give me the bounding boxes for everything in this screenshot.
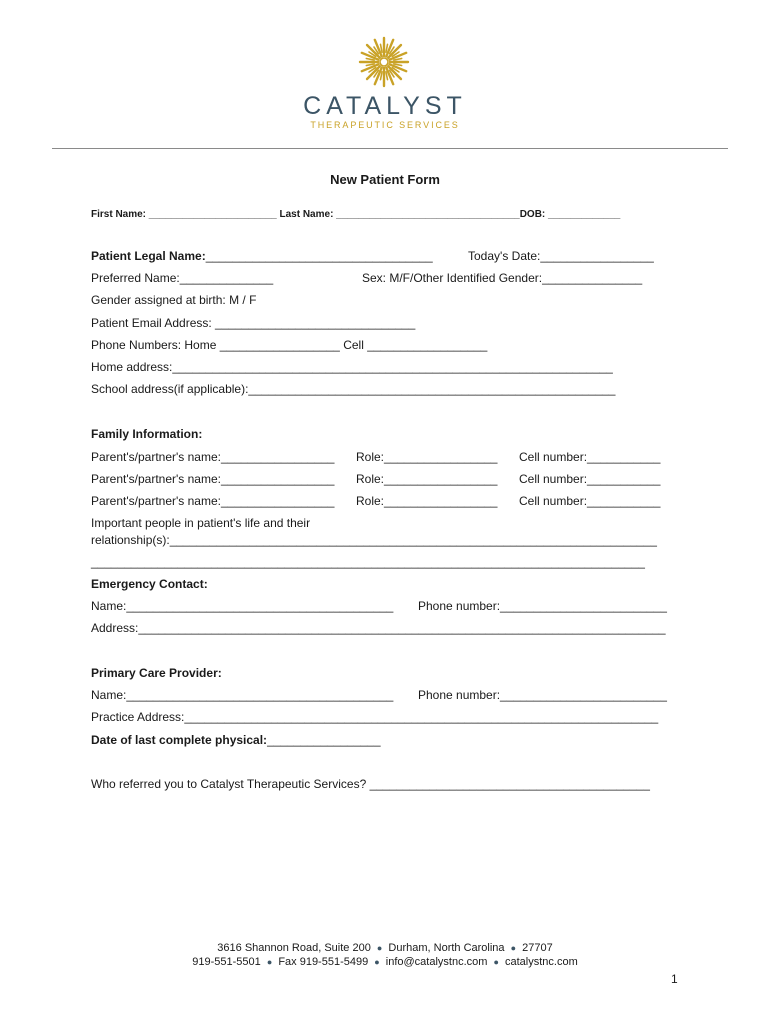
name-dob-row[interactable]: First Name: _______________________ Last Name: _________________________________DOB: _____________ bbox=[91, 209, 621, 220]
footer-zip: 27707 bbox=[522, 942, 553, 954]
email-field[interactable]: Patient Email Address: ______________________________ bbox=[91, 316, 416, 330]
home-address-field[interactable]: Home address:__________________________________________________________________ bbox=[91, 360, 613, 374]
school-address-field[interactable]: School address(if applicable):_______________________________________________________ bbox=[91, 382, 616, 396]
emergency-address-field[interactable]: Address:_______________________________________________________________________________ bbox=[91, 621, 666, 635]
form-title: New Patient Form bbox=[330, 172, 440, 187]
bullet-icon: ● bbox=[374, 957, 380, 967]
emergency-phone-field[interactable]: Phone number:_________________________ bbox=[418, 599, 667, 613]
legal-name-label: Patient Legal Name: bbox=[91, 249, 206, 263]
parent-role-field[interactable]: Role:_________________ bbox=[356, 450, 498, 464]
phone-numbers-field[interactable]: Phone Numbers: Home __________________ Cell __________________ bbox=[91, 338, 488, 352]
important-people-label: Important people in patient's life and their bbox=[91, 516, 311, 530]
sunburst-icon bbox=[358, 36, 410, 88]
last-physical-field[interactable] bbox=[91, 733, 381, 747]
primary-care-heading: Primary Care Provider: bbox=[91, 666, 222, 680]
bullet-icon: ● bbox=[376, 943, 383, 953]
brand-name: CATALYST bbox=[303, 92, 467, 120]
gender-at-birth-field[interactable]: Gender assigned at birth: M / F bbox=[91, 293, 257, 307]
last-physical-blank[interactable]: _________________ bbox=[267, 733, 381, 747]
relationships-extra-line[interactable]: ___________________________________________________________________________________ bbox=[91, 555, 645, 569]
footer-fax: Fax 919-551-5499 bbox=[278, 956, 369, 968]
footer-contact-line bbox=[0, 956, 770, 968]
page-number: 1 bbox=[671, 972, 678, 986]
emergency-name-field[interactable]: Name:________________________________________ bbox=[91, 599, 394, 613]
referral-field[interactable]: Who referred you to Catalyst Therapeutic Services? __________________________________________ bbox=[91, 777, 650, 791]
footer-website[interactable]: catalystnc.com bbox=[505, 956, 578, 968]
legal-name-blank[interactable]: __________________________________ bbox=[205, 249, 433, 263]
emergency-heading: Emergency Contact: bbox=[91, 577, 208, 591]
sex-gender-field[interactable]: Sex: M/F/Other Identified Gender:_______________ bbox=[362, 271, 643, 285]
parent-role-field[interactable]: Role:_________________ bbox=[356, 494, 498, 508]
parent-name-field[interactable]: Parent's/partner's name:_________________ bbox=[91, 450, 335, 464]
brand-subtitle: THERAPEUTIC SERVICES bbox=[310, 120, 460, 130]
bullet-icon: ● bbox=[493, 957, 499, 967]
relationships-field[interactable]: relationship(s):_________________________________________________________________________ bbox=[91, 533, 657, 547]
todays-date-field[interactable]: Today's Date:_________________ bbox=[468, 249, 654, 263]
family-heading: Family Information: bbox=[91, 427, 203, 441]
footer-street: 3616 Shannon Road, Suite 200 bbox=[217, 942, 371, 954]
last-physical-label: Date of last complete physical: bbox=[91, 733, 268, 747]
provider-name-field[interactable]: Name:________________________________________ bbox=[91, 688, 394, 702]
provider-phone-field[interactable]: Phone number:_________________________ bbox=[418, 688, 667, 702]
parent-cell-field[interactable]: Cell number:___________ bbox=[519, 472, 661, 486]
legal-name-field[interactable] bbox=[91, 249, 433, 263]
parent-role-field[interactable]: Role:_________________ bbox=[356, 472, 498, 486]
parent-name-field[interactable]: Parent's/partner's name:_________________ bbox=[91, 472, 335, 486]
bullet-icon: ● bbox=[266, 957, 273, 967]
practice-address-field[interactable]: Practice Address:_______________________________________________________________________ bbox=[91, 710, 659, 724]
footer-phone: 919-551-5501 bbox=[192, 956, 261, 968]
header-divider bbox=[52, 148, 728, 149]
footer-email[interactable]: info@catalystnc.com bbox=[385, 956, 488, 968]
footer-address-line bbox=[0, 942, 770, 954]
preferred-name-field[interactable]: Preferred Name:______________ bbox=[91, 271, 274, 285]
footer-city: Durham, North Carolina bbox=[388, 942, 505, 954]
parent-name-field[interactable]: Parent's/partner's name:_________________ bbox=[91, 494, 335, 508]
bullet-icon: ● bbox=[510, 943, 517, 953]
parent-cell-field[interactable]: Cell number:___________ bbox=[519, 494, 661, 508]
logo-center bbox=[380, 58, 388, 66]
parent-cell-field[interactable]: Cell number:___________ bbox=[519, 450, 661, 464]
